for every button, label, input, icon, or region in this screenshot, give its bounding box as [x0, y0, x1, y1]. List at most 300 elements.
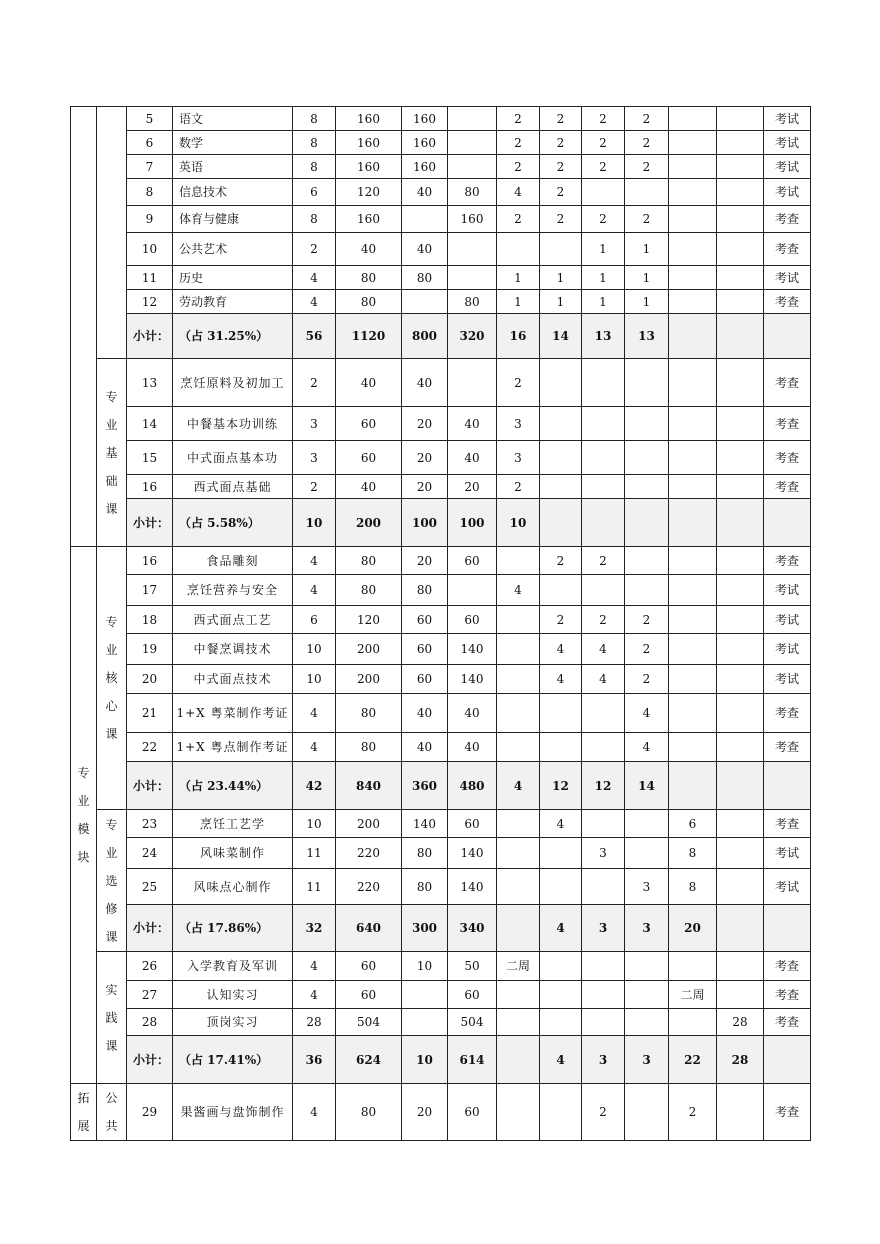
course-name: 中餐基本功训练 — [173, 407, 293, 441]
subtotal-s1 — [497, 905, 540, 952]
course-s4 — [625, 407, 669, 441]
vertical-label-char: 选 — [105, 873, 118, 888]
vertical-label-char: 专 — [105, 615, 118, 629]
subtotal-s1: 16 — [497, 314, 540, 359]
course-row — [71, 981, 811, 1009]
course-s6 — [717, 179, 764, 206]
course-practice: 140 — [448, 665, 497, 694]
course-name: 1+X 粤菜制作考证 — [173, 694, 293, 733]
course-s2 — [540, 441, 582, 475]
course-exam: 考查 — [764, 475, 811, 499]
course-name: 中式面点技术 — [173, 665, 293, 694]
course-s3 — [582, 407, 625, 441]
course-theory — [402, 290, 448, 314]
course-name: 西式面点基础 — [173, 475, 293, 499]
course-s1 — [497, 810, 540, 838]
subtotal-s4: 3 — [625, 905, 669, 952]
course-practice — [448, 131, 497, 155]
course-s3 — [582, 733, 625, 762]
subtotal-total: 640 — [336, 905, 402, 952]
course-s1 — [497, 634, 540, 665]
subtotal-label: 小计： — [127, 1036, 173, 1084]
subtotal-label: 小计： — [127, 499, 173, 547]
course-name: 入学教育及军训 — [173, 952, 293, 981]
course-name: 语文 — [173, 107, 293, 131]
course-practice: 140 — [448, 838, 497, 869]
course-s5 — [669, 475, 717, 499]
vertical-label-char: 模 — [77, 822, 90, 836]
subtotal-s6 — [717, 762, 764, 810]
course-s3: 2 — [582, 155, 625, 179]
course-credit: 4 — [293, 952, 336, 981]
course-s5 — [669, 131, 717, 155]
course-s2: 2 — [540, 155, 582, 179]
course-s1: 2 — [497, 475, 540, 499]
course-s3 — [582, 441, 625, 475]
course-exam: 考试 — [764, 155, 811, 179]
course-s1: 3 — [497, 407, 540, 441]
course-number: 6 — [127, 131, 173, 155]
course-s6 — [717, 107, 764, 131]
course-s3: 2 — [582, 107, 625, 131]
subtotal-label: 小计： — [127, 905, 173, 952]
vertical-label-char: 业 — [77, 794, 90, 808]
course-theory — [402, 1009, 448, 1036]
subtotal-s2: 4 — [540, 1036, 582, 1084]
course-total: 160 — [336, 131, 402, 155]
course-s1: 4 — [497, 179, 540, 206]
course-theory: 40 — [402, 733, 448, 762]
course-name: 劳动教育 — [173, 290, 293, 314]
course-theory: 60 — [402, 665, 448, 694]
course-row — [71, 233, 811, 266]
course-s5 — [669, 575, 717, 606]
category-label — [97, 1084, 127, 1141]
vertical-label-char: 专 — [77, 766, 90, 780]
vertical-label-char: 础 — [105, 473, 118, 488]
course-s1 — [497, 1009, 540, 1036]
course-theory: 40 — [402, 179, 448, 206]
course-s5: 二周 — [669, 981, 717, 1009]
course-s1 — [497, 1084, 540, 1141]
course-total: 60 — [336, 981, 402, 1009]
course-row — [71, 290, 811, 314]
course-practice: 60 — [448, 1084, 497, 1141]
course-s6: 28 — [717, 1009, 764, 1036]
course-s6 — [717, 547, 764, 575]
course-s1 — [497, 665, 540, 694]
subtotal-s2 — [540, 499, 582, 547]
course-credit: 2 — [293, 359, 336, 407]
vertical-label-char: 课 — [105, 929, 118, 944]
course-s6 — [717, 952, 764, 981]
course-s2: 4 — [540, 634, 582, 665]
subtotal-credit: 10 — [293, 499, 336, 547]
course-row — [71, 810, 811, 838]
course-s5 — [669, 606, 717, 634]
vertical-label-char: 基 — [105, 445, 118, 460]
course-theory: 60 — [402, 606, 448, 634]
course-credit: 2 — [293, 233, 336, 266]
course-s4 — [625, 359, 669, 407]
course-s5: 2 — [669, 1084, 717, 1141]
course-number: 13 — [127, 359, 173, 407]
course-s5 — [669, 441, 717, 475]
course-s2 — [540, 1009, 582, 1036]
course-s4: 2 — [625, 131, 669, 155]
course-s3 — [582, 810, 625, 838]
course-s5 — [669, 1009, 717, 1036]
course-total: 80 — [336, 733, 402, 762]
course-row — [71, 869, 811, 905]
vertical-label-char: 修 — [105, 901, 118, 916]
course-name: 烹饪营养与安全 — [173, 575, 293, 606]
subtotal-label: 小计： — [127, 762, 173, 810]
course-s1: 4 — [497, 575, 540, 606]
course-s3: 2 — [582, 206, 625, 233]
course-practice — [448, 233, 497, 266]
course-name: 果酱画与盘饰制作 — [173, 1084, 293, 1141]
subtotal-practice: 320 — [448, 314, 497, 359]
course-s5: 8 — [669, 869, 717, 905]
course-credit: 10 — [293, 665, 336, 694]
course-s6 — [717, 233, 764, 266]
course-total: 200 — [336, 810, 402, 838]
course-s2: 2 — [540, 179, 582, 206]
course-number: 23 — [127, 810, 173, 838]
course-s4: 2 — [625, 206, 669, 233]
course-total: 80 — [336, 290, 402, 314]
course-s1: 2 — [497, 206, 540, 233]
course-s2: 1 — [540, 290, 582, 314]
course-total: 120 — [336, 606, 402, 634]
course-total: 40 — [336, 475, 402, 499]
course-number: 29 — [127, 1084, 173, 1141]
course-s6 — [717, 575, 764, 606]
course-credit: 3 — [293, 441, 336, 475]
subtotal-credit: 42 — [293, 762, 336, 810]
course-practice: 60 — [448, 810, 497, 838]
course-s5: 8 — [669, 838, 717, 869]
course-total: 40 — [336, 233, 402, 266]
course-total: 60 — [336, 441, 402, 475]
subtotal-s4 — [625, 499, 669, 547]
subtotal-credit: 32 — [293, 905, 336, 952]
course-s4: 4 — [625, 733, 669, 762]
course-s4 — [625, 810, 669, 838]
course-number: 16 — [127, 547, 173, 575]
course-credit: 28 — [293, 1009, 336, 1036]
subtotal-percentage: （占 5.58%） — [173, 499, 293, 547]
course-practice — [448, 359, 497, 407]
course-s4: 2 — [625, 634, 669, 665]
course-exam: 考试 — [764, 869, 811, 905]
course-name: 中式面点基本功 — [173, 441, 293, 475]
course-s2 — [540, 694, 582, 733]
course-row — [71, 606, 811, 634]
course-name: 烹饪工艺学 — [173, 810, 293, 838]
subtotal-s3 — [582, 499, 625, 547]
course-name: 公共艺术 — [173, 233, 293, 266]
course-number: 25 — [127, 869, 173, 905]
course-exam: 考查 — [764, 359, 811, 407]
course-row — [71, 359, 811, 407]
course-s3: 2 — [582, 131, 625, 155]
course-number: 24 — [127, 838, 173, 869]
course-s4: 2 — [625, 155, 669, 179]
course-practice: 160 — [448, 206, 497, 233]
course-s2 — [540, 838, 582, 869]
course-theory: 20 — [402, 547, 448, 575]
course-row — [71, 547, 811, 575]
course-exam: 考查 — [764, 1084, 811, 1141]
course-s3: 2 — [582, 1084, 625, 1141]
course-practice: 60 — [448, 606, 497, 634]
course-practice — [448, 575, 497, 606]
course-s6 — [717, 359, 764, 407]
course-credit: 4 — [293, 266, 336, 290]
vertical-label-char: 核 — [105, 671, 118, 685]
course-s1: 2 — [497, 155, 540, 179]
course-s1 — [497, 981, 540, 1009]
course-practice: 40 — [448, 407, 497, 441]
course-plan-table — [70, 106, 811, 1141]
course-credit: 11 — [293, 838, 336, 869]
course-name: 顶岗实习 — [173, 1009, 293, 1036]
course-row — [71, 1009, 811, 1036]
course-row — [71, 952, 811, 981]
course-s5: 6 — [669, 810, 717, 838]
subtotal-s3: 3 — [582, 905, 625, 952]
course-s6 — [717, 131, 764, 155]
course-name: 数学 — [173, 131, 293, 155]
course-s2 — [540, 359, 582, 407]
course-total: 80 — [336, 1084, 402, 1141]
course-s5 — [669, 733, 717, 762]
course-s6 — [717, 475, 764, 499]
course-credit: 4 — [293, 575, 336, 606]
subtotal-s4: 3 — [625, 1036, 669, 1084]
course-s3: 4 — [582, 634, 625, 665]
course-total: 200 — [336, 665, 402, 694]
subtotal-practice: 340 — [448, 905, 497, 952]
course-credit: 4 — [293, 981, 336, 1009]
course-credit: 4 — [293, 694, 336, 733]
course-s2: 2 — [540, 606, 582, 634]
course-plan-page — [70, 106, 810, 1141]
course-s5 — [669, 547, 717, 575]
course-exam: 考试 — [764, 665, 811, 694]
course-row — [71, 665, 811, 694]
course-s2 — [540, 407, 582, 441]
course-credit: 4 — [293, 290, 336, 314]
course-theory: 20 — [402, 475, 448, 499]
course-theory: 80 — [402, 266, 448, 290]
course-practice: 80 — [448, 179, 497, 206]
subtotal-s6 — [717, 499, 764, 547]
course-credit: 4 — [293, 547, 336, 575]
subtotal-exam — [764, 314, 811, 359]
course-row — [71, 131, 811, 155]
course-s2: 1 — [540, 266, 582, 290]
course-s5 — [669, 952, 717, 981]
course-exam: 考查 — [764, 441, 811, 475]
course-s3 — [582, 694, 625, 733]
course-row — [71, 475, 811, 499]
course-number: 21 — [127, 694, 173, 733]
course-number: 7 — [127, 155, 173, 179]
course-s1 — [497, 547, 540, 575]
subtotal-s1: 4 — [497, 762, 540, 810]
course-s2: 2 — [540, 107, 582, 131]
course-row — [71, 694, 811, 733]
course-theory — [402, 206, 448, 233]
course-s3 — [582, 575, 625, 606]
course-credit: 8 — [293, 206, 336, 233]
subtotal-percentage: （占 23.44%） — [173, 762, 293, 810]
course-s6 — [717, 155, 764, 179]
course-practice: 140 — [448, 869, 497, 905]
subtotal-row — [71, 314, 811, 359]
course-total: 80 — [336, 266, 402, 290]
course-number: 15 — [127, 441, 173, 475]
course-s3 — [582, 475, 625, 499]
course-theory: 10 — [402, 952, 448, 981]
course-s2 — [540, 233, 582, 266]
course-name: 信息技术 — [173, 179, 293, 206]
course-exam: 考查 — [764, 407, 811, 441]
course-row — [71, 575, 811, 606]
vertical-label-char: 共 — [105, 1119, 118, 1133]
course-total: 160 — [336, 107, 402, 131]
course-s2 — [540, 475, 582, 499]
course-total: 60 — [336, 407, 402, 441]
course-number: 19 — [127, 634, 173, 665]
course-credit: 8 — [293, 107, 336, 131]
course-exam: 考查 — [764, 952, 811, 981]
subtotal-theory: 800 — [402, 314, 448, 359]
course-s4: 4 — [625, 694, 669, 733]
course-s4: 1 — [625, 233, 669, 266]
course-practice: 80 — [448, 290, 497, 314]
subtotal-s5 — [669, 499, 717, 547]
course-theory: 80 — [402, 838, 448, 869]
course-s5 — [669, 206, 717, 233]
course-exam: 考试 — [764, 575, 811, 606]
course-s6 — [717, 981, 764, 1009]
module-label — [71, 107, 97, 547]
course-exam: 考试 — [764, 131, 811, 155]
course-total: 80 — [336, 547, 402, 575]
course-row — [71, 155, 811, 179]
course-total: 160 — [336, 155, 402, 179]
course-s3: 1 — [582, 266, 625, 290]
course-exam: 考查 — [764, 547, 811, 575]
course-s2 — [540, 575, 582, 606]
course-s6 — [717, 733, 764, 762]
vertical-label-char: 业 — [105, 417, 118, 432]
course-s4 — [625, 575, 669, 606]
course-s5 — [669, 266, 717, 290]
course-exam: 考试 — [764, 266, 811, 290]
course-exam: 考查 — [764, 1009, 811, 1036]
course-total: 60 — [336, 952, 402, 981]
subtotal-practice: 480 — [448, 762, 497, 810]
course-total: 504 — [336, 1009, 402, 1036]
subtotal-s6: 28 — [717, 1036, 764, 1084]
course-s1 — [497, 694, 540, 733]
module-label — [71, 1084, 97, 1141]
course-exam: 考查 — [764, 206, 811, 233]
course-credit: 4 — [293, 1084, 336, 1141]
course-row — [71, 107, 811, 131]
course-name: 中餐烹调技术 — [173, 634, 293, 665]
course-number: 22 — [127, 733, 173, 762]
course-name: 西式面点工艺 — [173, 606, 293, 634]
subtotal-s6 — [717, 905, 764, 952]
course-exam: 考试 — [764, 107, 811, 131]
vertical-label-char: 专 — [105, 389, 118, 404]
course-s2 — [540, 733, 582, 762]
course-s2: 4 — [540, 810, 582, 838]
course-number: 11 — [127, 266, 173, 290]
course-name: 食品雕刻 — [173, 547, 293, 575]
course-total: 200 — [336, 634, 402, 665]
category-label — [97, 952, 127, 1084]
course-name: 体育与健康 — [173, 206, 293, 233]
course-exam: 考试 — [764, 606, 811, 634]
course-s2: 2 — [540, 131, 582, 155]
course-s3: 4 — [582, 665, 625, 694]
course-s4: 2 — [625, 107, 669, 131]
course-name: 风味菜制作 — [173, 838, 293, 869]
vertical-label-char: 实 — [105, 982, 118, 997]
course-s4: 1 — [625, 290, 669, 314]
course-s3 — [582, 952, 625, 981]
course-s4 — [625, 547, 669, 575]
subtotal-s6 — [717, 314, 764, 359]
subtotal-total: 840 — [336, 762, 402, 810]
subtotal-s1 — [497, 1036, 540, 1084]
course-s1: 2 — [497, 107, 540, 131]
subtotal-theory: 10 — [402, 1036, 448, 1084]
course-s3: 2 — [582, 606, 625, 634]
subtotal-theory: 360 — [402, 762, 448, 810]
course-s4: 2 — [625, 665, 669, 694]
subtotal-practice: 100 — [448, 499, 497, 547]
vertical-label-char: 展 — [77, 1119, 90, 1133]
course-s5 — [669, 179, 717, 206]
course-s1: 3 — [497, 441, 540, 475]
module-label — [71, 547, 97, 1084]
course-s1: 2 — [497, 131, 540, 155]
course-s4 — [625, 441, 669, 475]
subtotal-theory: 100 — [402, 499, 448, 547]
course-total: 80 — [336, 575, 402, 606]
course-row — [71, 206, 811, 233]
course-s4 — [625, 1084, 669, 1141]
course-number: 17 — [127, 575, 173, 606]
course-number: 28 — [127, 1009, 173, 1036]
course-s6 — [717, 441, 764, 475]
subtotal-exam — [764, 762, 811, 810]
course-s4: 2 — [625, 606, 669, 634]
vertical-label-char: 业 — [105, 643, 118, 657]
course-s6 — [717, 407, 764, 441]
course-s6 — [717, 869, 764, 905]
course-row — [71, 733, 811, 762]
course-s1: 二周 — [497, 952, 540, 981]
